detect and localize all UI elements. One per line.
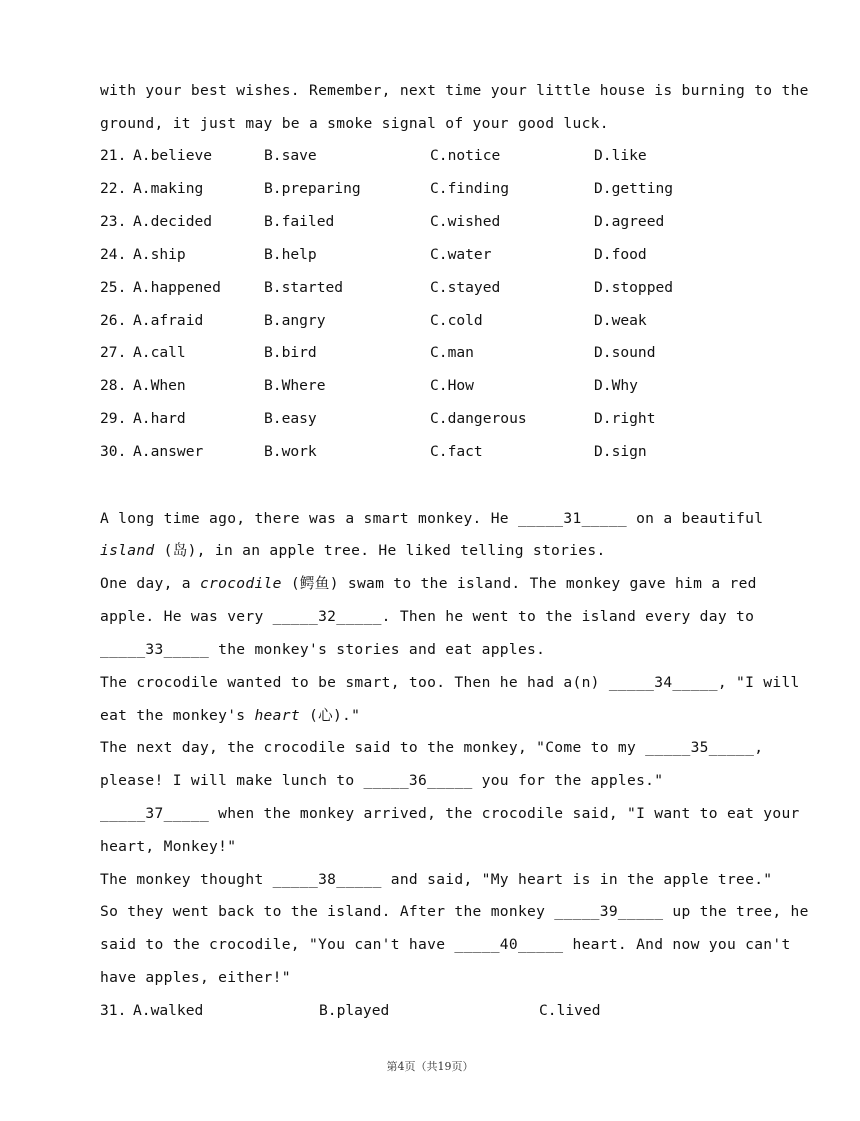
option-b: B.easy [264,410,317,427]
question-row [100,376,638,396]
question-number: 26. [100,312,127,329]
question-row [100,212,665,232]
option-b: B.preparing [264,180,361,197]
passage-text: (岛), in an apple tree. He liked telling stories. [154,542,606,559]
passage-line: apple. He was very _____32_____. Then he went to the island every day to [100,608,755,625]
option-c: C.finding [430,180,510,197]
option-c: C.water [430,246,492,263]
question-number: 25. [100,279,127,296]
option-b: B.angry [264,312,326,329]
passage-line [100,574,757,594]
passage-line: A long time ago, there was a smart monkey. He _____31_____ on a beautiful [100,510,764,527]
passage-line: The monkey thought _____38_____ and said, "My heart is in the apple tree." [100,871,773,888]
question-row [100,1001,601,1021]
option-d: D.like [594,147,647,164]
passage-line: _____37_____ when the monkey arrived, the crocodile said, "I want to eat your [100,805,800,822]
option-c: C.stayed [430,279,501,296]
option-b: B.Where [264,377,326,394]
option-c: C.fact [430,443,483,460]
question-number: 21. [100,147,127,164]
passage-line: The next day, the crocodile said to the monkey, "Come to my _____35_____, [100,739,764,756]
option-d: D.sign [594,443,647,460]
question-number: 23. [100,213,127,230]
option-a: A.making [133,180,204,197]
option-b: B.played [319,1002,390,1019]
option-d: D.weak [594,312,647,329]
option-c: C.How [430,377,474,394]
option-d: D.food [594,246,647,263]
italic-word: island [100,542,155,559]
passage-text: (心)." [299,707,361,724]
option-a: A.answer [133,443,204,460]
option-d: D.stopped [594,279,674,296]
option-a: A.call [133,344,186,361]
passage-text: (鳄鱼) swam to the island. The monkey gave him a red [281,575,757,592]
option-a: A.hard [133,410,186,427]
option-d: D.sound [594,344,656,361]
passage-line: So they went back to the island. After the monkey _____39_____ up the tree, he [100,903,809,920]
question-number: 24. [100,246,127,263]
option-d: D.right [594,410,656,427]
option-c: C.dangerous [430,410,527,427]
option-d: D.Why [594,377,638,394]
passage-line: The crocodile wanted to be smart, too. Then he had a(n) _____34_____, "I will [100,674,800,691]
option-a: A.ship [133,246,186,263]
question-number: 30. [100,443,127,460]
option-b: B.bird [264,344,317,361]
option-c: C.notice [430,147,501,164]
option-b: B.help [264,246,317,263]
question-row [100,311,647,331]
option-d: D.getting [594,180,674,197]
passage-line [100,541,606,561]
option-a: A.walked [133,1002,204,1019]
option-a: A.believe [133,147,213,164]
passage-line [100,706,360,726]
question-row [100,146,647,166]
passage-text: One day, a [100,575,200,592]
option-c: C.man [430,344,474,361]
page-footer: 第4页（共19页） [386,1060,474,1073]
option-c: C.cold [430,312,483,329]
option-a: A.When [133,377,186,394]
intro-line-2: ground, it just may be a smoke signal of your good luck. [100,115,609,132]
question-row [100,179,674,199]
question-row [100,442,647,462]
question-number: 31. [100,1002,127,1019]
question-number: 22. [100,180,127,197]
option-a: A.decided [133,213,213,230]
intro-line-1: with your best wishes. Remember, next time your little house is burning to the [100,82,809,99]
question-row [100,343,656,363]
question-row [100,409,656,429]
question-number: 28. [100,377,127,394]
passage-line: said to the crocodile, "You can't have _____40_____ heart. And now you can't [100,936,791,953]
passage-line: have apples, either!" [100,969,291,986]
passage-line: heart, Monkey!" [100,838,237,855]
option-d: D.agreed [594,213,665,230]
option-a: A.happened [133,279,221,296]
option-b: B.started [264,279,344,296]
question-row [100,245,647,265]
passage-text: eat the monkey's [100,707,255,724]
italic-word: crocodile [199,575,282,592]
option-b: B.failed [264,213,335,230]
question-row [100,278,674,298]
option-a: A.afraid [133,312,204,329]
option-b: B.save [264,147,317,164]
option-c: C.lived [539,1002,601,1019]
question-number: 27. [100,344,127,361]
passage-line: _____33_____ the monkey's stories and eat apples. [100,641,546,658]
question-number: 29. [100,410,127,427]
option-b: B.work [264,443,317,460]
italic-word: heart [254,707,300,724]
passage-line: please! I will make lunch to _____36_____ you for the apples." [100,772,664,789]
option-c: C.wished [430,213,501,230]
